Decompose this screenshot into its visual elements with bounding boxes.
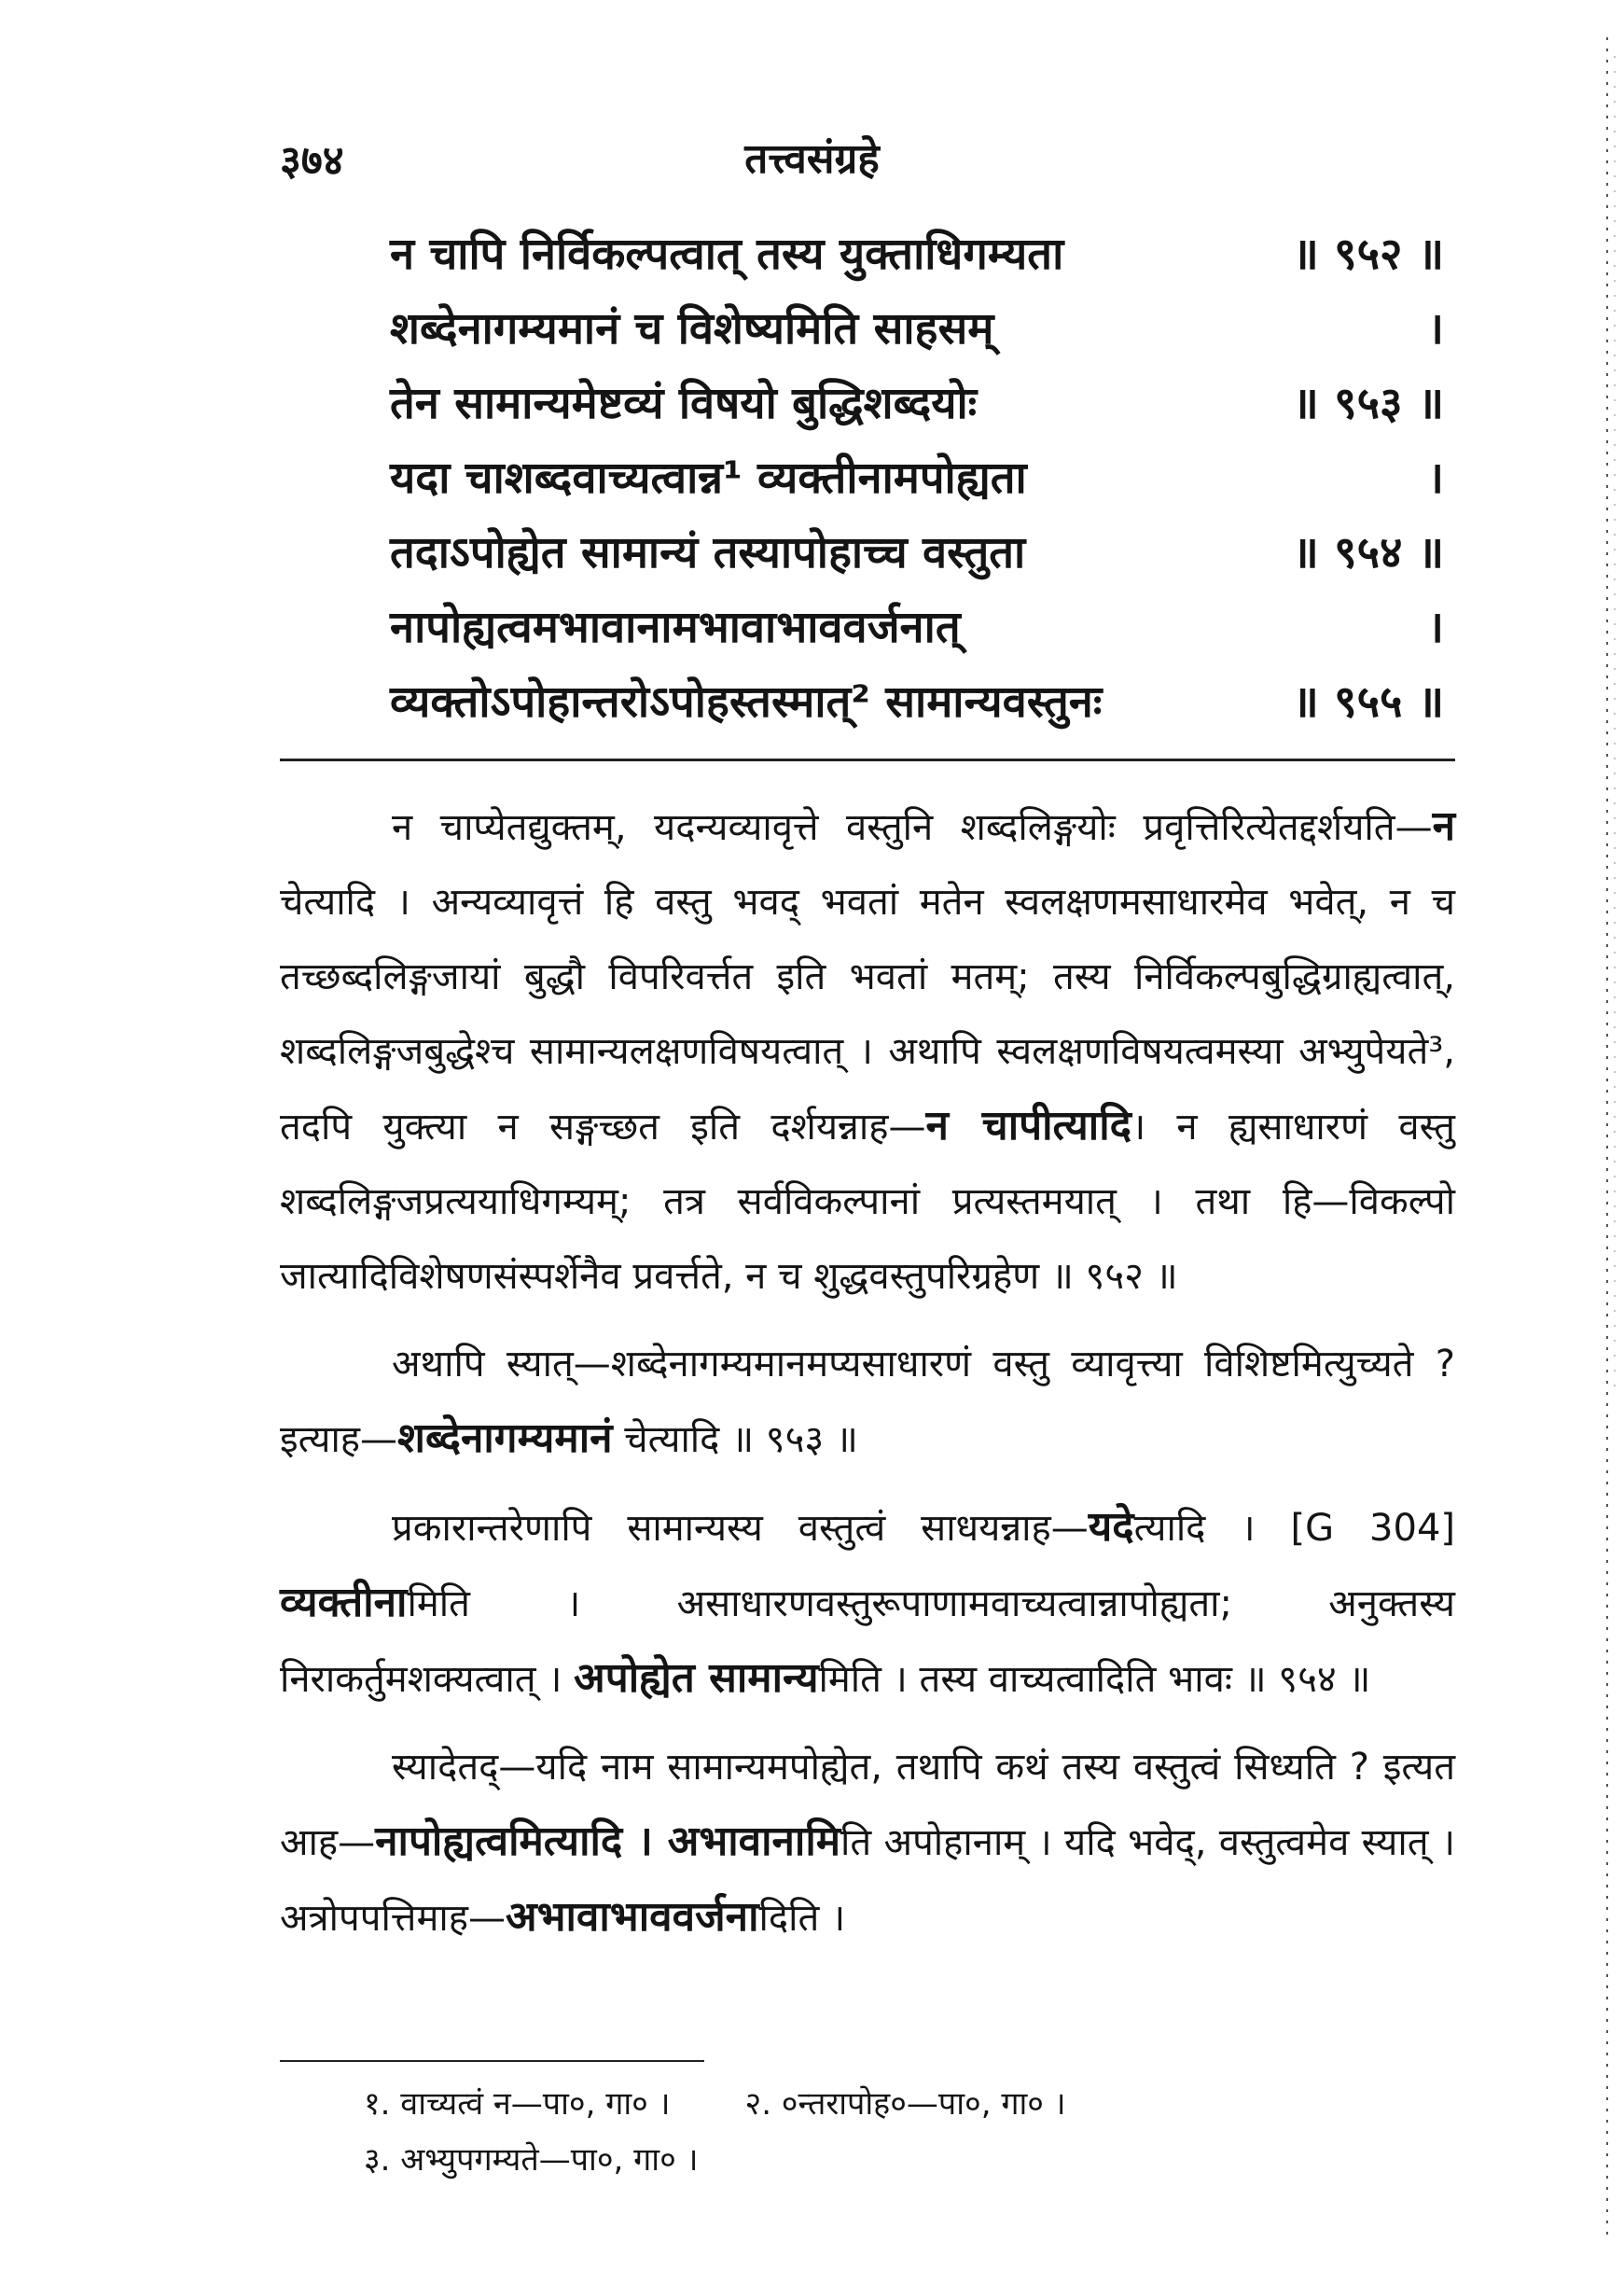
- commentary-text: चेत्यादि । अन्यव्यावृत्तं हि वस्तु भवद् भवतां मतेन स्वलक्षणमसाधारमेव भवेत्, न च तच्छब्दलिङ्गजायां बुद्धौ विपरिवर्त्तत इति भवतां मतम्; तस्य निर्विकल्पबुद्धिग्राह्यत्वात्, शब्दलिङ्गजबुद्धेश्च सामान्यलक्षणविषयत्वात् । अथापि स्वलक्षणविषयत्वमस्या अभ्युपेयते³, तदपि युक्त्या न सङ्गच्छत इति दर्शयन्नाह—: [280, 881, 1455, 1149]
- commentary-text: स्यादेतद्—यदि नाम सामान्यमपोह्येत, तथापि कथं तस्य वस्तुत्वं सिध्यति ? इत्यत आह—: [280, 1746, 1455, 1864]
- verse-number: ॥ ९५२ ॥: [1292, 229, 1444, 280]
- verse-number: ॥ ९५३ ॥: [1292, 378, 1444, 429]
- verse-line: [390, 446, 1444, 521]
- verse-text: तदाऽपोह्येत सामान्यं तस्यापोहाच्च वस्तुता: [390, 527, 1026, 578]
- verse-number: ।: [1427, 303, 1444, 355]
- commentary-text: दिति ।: [758, 1897, 846, 1940]
- commentary-keyword: नापोह्यत्वमित्यादि । अभावानामि: [375, 1817, 841, 1865]
- binding-edge-marks: [1549, 0, 1624, 2284]
- commentary-text: मिति । तस्य वाच्यत्वादिति भावः ॥ ९५४ ॥: [818, 1658, 1371, 1701]
- commentary-block: [280, 789, 1455, 1956]
- footnotes-block: [364, 2081, 1066, 2193]
- footnote-row: [364, 2081, 1066, 2137]
- verse-text: व्यक्तोऽपोहान्तरोऽपोहस्तस्मात्² सामान्यवस्तुनः: [390, 676, 1103, 728]
- commentary-text: । न ह्यसाधारणं वस्तु शब्दलिङ्गजप्रत्ययाधिगम्यम्; तत्र सर्वविकल्पानां प्रत्यस्तमयात् । तथा हि—विकल्पो जात्यादिविशेषणसंस्पर्शेनैव प्रवर्त्तते, न च शुद्धवस्तुपरिग्रहेण ॥ ९५२ ॥: [280, 1106, 1455, 1298]
- page-number: ३७४: [280, 137, 344, 185]
- commentary-paragraph: [280, 1327, 1455, 1477]
- verse-line: [390, 297, 1444, 371]
- verse-text: तेन सामान्यमेष्टव्यं विषयो बुद्धिशब्दयोः: [390, 378, 978, 429]
- commentary-paragraph: [280, 1490, 1455, 1717]
- commentary-keyword: अभावाभाववर्जना: [505, 1893, 759, 1941]
- commentary-text: चेत्यादि ॥ ९५३ ॥: [612, 1418, 858, 1461]
- section-divider: [280, 759, 1455, 761]
- commentary-text: मिति । असाधारणवस्तुरूपाणामवाच्यत्वान्नापोह्यता; अनुक्तस्य निराकर्तुमशक्यत्वात् ।: [280, 1582, 1455, 1701]
- commentary-text: ति अपोहानाम् । यदि भवेद्, वस्तुत्वमेव स्यात् । अत्रोपपत्तिमाह—: [280, 1821, 1455, 1940]
- commentary-text: प्रकारान्तरेणापि सामान्यस्य वस्तुत्वं साधयन्नाह—: [392, 1507, 1089, 1550]
- commentary-text: अथापि स्यात्—शब्देनागम्यमानमप्यसाधारणं वस्तु व्यावृत्त्या विशिष्टमित्युच्यते ? इत्याह—: [280, 1343, 1455, 1461]
- commentary-text: त्यादि । [G 304]: [1133, 1507, 1456, 1550]
- commentary-paragraph: [280, 1730, 1455, 1956]
- footnote: ३. अभ्युपगम्यते—पा०, गा० ।: [364, 2141, 699, 2179]
- verse-line: [390, 371, 1444, 446]
- commentary-keyword: यदे: [1088, 1503, 1134, 1551]
- commentary-text: न चाप्येतद्युक्तम्, यदन्यव्यावृत्ते वस्तुनि शब्दलिङ्गयोः प्रवृत्तिरित्येतद्दर्शयति—: [392, 806, 1433, 849]
- verse-number: ॥ ९५५ ॥: [1292, 676, 1444, 728]
- footnote: १. वाच्यत्वं न—पा०, गा० ।: [364, 2085, 671, 2123]
- footnote: २. ०न्तरापोह०—पा०, गा० ।: [744, 2085, 1066, 2123]
- commentary-keyword: न चापीत्यादि: [925, 1102, 1131, 1149]
- verse-line: [390, 222, 1444, 297]
- verse-number: ।: [1427, 453, 1444, 504]
- footnote-divider: [280, 2060, 704, 2062]
- verse-text: शब्देनागम्यमानं च विशेष्यमिति साहसम्: [390, 303, 994, 355]
- verse-line: [390, 521, 1444, 595]
- verse-text: न चापि निर्विकल्पत्वात् तस्य युक्ताधिगम्यता: [390, 229, 1064, 280]
- commentary-keyword: न: [1432, 802, 1455, 850]
- verse-block: [390, 222, 1444, 745]
- verse-text: नापोह्यत्वमभावानामभावाभाववर्जनात्: [390, 602, 961, 653]
- running-head: तत्त्वसंग्रहे: [744, 135, 880, 183]
- commentary-keyword: शब्देनागम्यमानं: [397, 1414, 613, 1462]
- commentary-paragraph: [280, 789, 1455, 1314]
- verse-text: यदा चाशब्दवाच्यत्वान्न¹ व्यक्तीनामपोह्यता: [390, 453, 1027, 504]
- commentary-keyword: अपोह्येत सामान्य: [574, 1654, 819, 1702]
- footnote-row: [364, 2137, 1066, 2193]
- commentary-keyword: व्यक्तीना: [280, 1579, 408, 1626]
- verse-line: [390, 670, 1444, 745]
- verse-line: [390, 595, 1444, 670]
- verse-number: ॥ ९५४ ॥: [1292, 527, 1444, 578]
- verse-number: ।: [1427, 602, 1444, 653]
